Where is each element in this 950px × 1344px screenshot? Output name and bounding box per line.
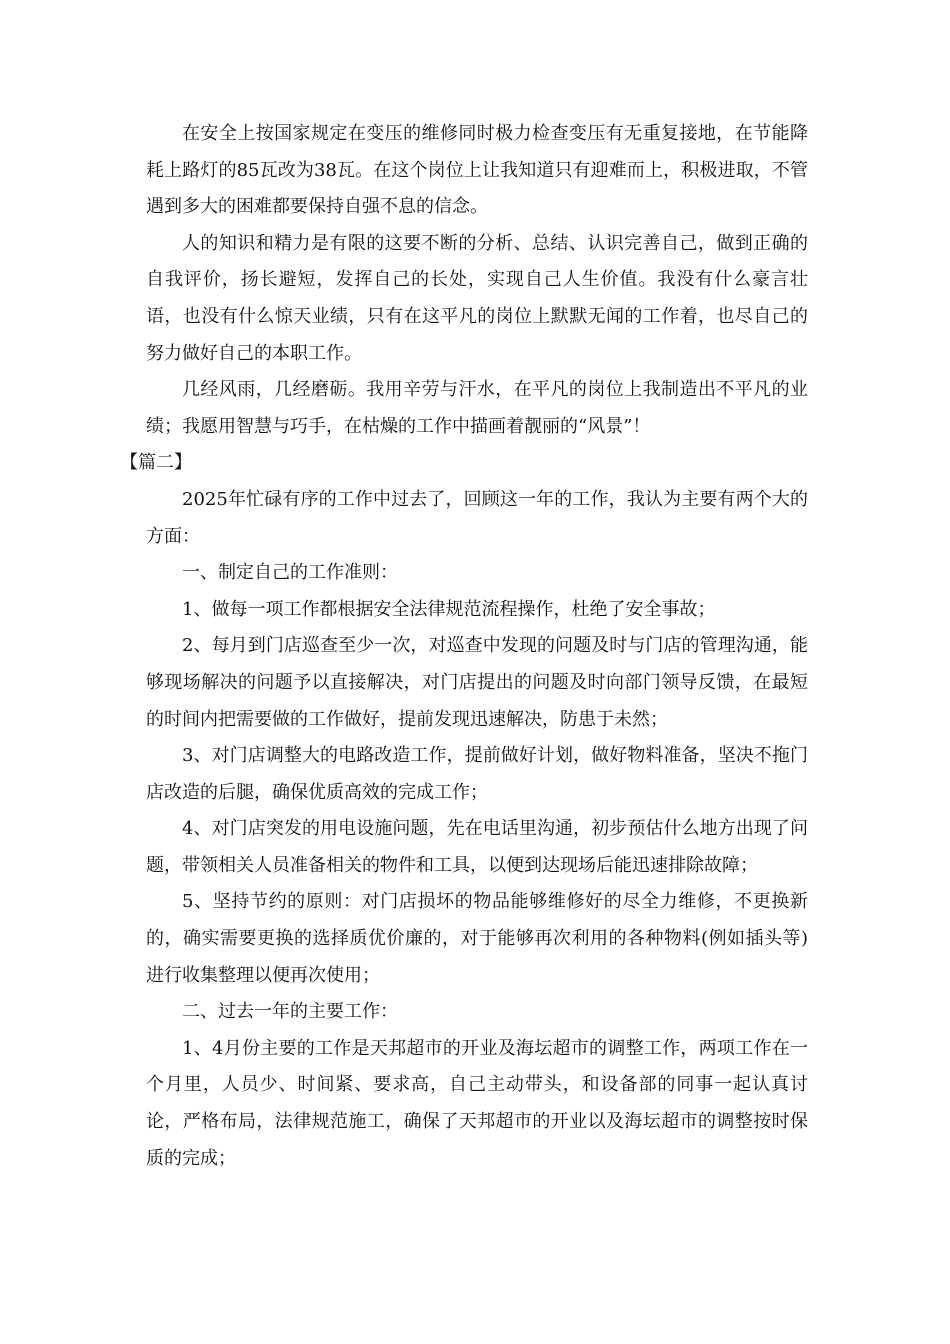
paragraph-main-work-1: 1、4月份主要的工作是天邦超市的开业及海坛超市的调整工作，两项工作在一个月里，人员少、时间紧、要求高，自己主动带头，和设备部的同事一起认真讨论，严格布局，法律规范施工，确保了天邦超市的开业以及海坛超市的调整按时保质的完成； <box>146 1037 808 1169</box>
paragraph-main-work-title: 二、过去一年的主要工作： <box>182 1001 398 1023</box>
document-page <box>120 116 808 1177</box>
paragraph-principle-3: 3、对门店调整大的电路改造工作，提前做好计划，做好物料准备，坚决不拖门店改造的后腿，确保优质高效的完成工作； <box>146 745 808 803</box>
paragraph-principle-2: 2、每月到门店巡查至少一次，对巡查中发现的问题及时与门店的管理沟通，能够现场解决的问题予以直接解决，对门店提出的问题及时向部门领导反馈，在最短的时间内把需要做的工作做好，提前发现迅速解决，防患于未然； <box>146 635 808 730</box>
paragraph-principle-1: 1、做每一项工作都根据安全法律规范流程操作，杜绝了安全事故； <box>182 598 716 620</box>
paragraph-principle-5: 5、坚持节约的原则：对门店损坏的物品能够维修好的尽全力维修，不更换新的，确实需要更换的选择质优价廉的，对于能够再次利用的各种物料(例如插头等)进行收集整理以便再次使用； <box>146 891 808 986</box>
paragraph-safety-energy: 在安全上按国家规定在变压的维修同时极力检查变压有无重复接地，在节能降耗上路灯的85瓦改为38瓦。在这个岗位上让我知道只有迎难而上，积极进取，不管遇到多大的困难都要保持自强不息的信念。 <box>146 123 808 218</box>
paragraph-year-review: 2025年忙碌有序的工作中过去了，回顾这一年的工作，我认为主要有两个大的方面： <box>146 488 808 547</box>
paragraph-work-principles-title: 一、制定自己的工作准则： <box>182 562 398 584</box>
paragraph-principle-4: 4、对门店突发的用电设施问题，先在电话里沟通，初步预估什么地方出现了问题，带领相关人员准备相关的物件和工具，以便到达现场后能迅速排除故障； <box>146 818 808 876</box>
paragraph-achievements: 几经风雨，几经磨砺。我用辛劳与汗水，在平凡的岗位上我制造出不平凡的业绩；我愿用智慧与巧手，在枯燥的工作中描画着靓丽的“风景”！ <box>146 379 808 437</box>
section-heading: 【篇二】 <box>120 452 192 474</box>
paragraph-self-improvement: 人的知识和精力是有限的这要不断的分析、总结、认识完善自己，做到正确的自我评价，扬长避短，发挥自己的长处，实现自己人生价值。我没有什么豪言壮语，也没有什么惊天业绩，只有在这平凡的岗位上默默无闻的工作着，也尽自己的努力做好自己的本职工作。 <box>146 232 808 364</box>
